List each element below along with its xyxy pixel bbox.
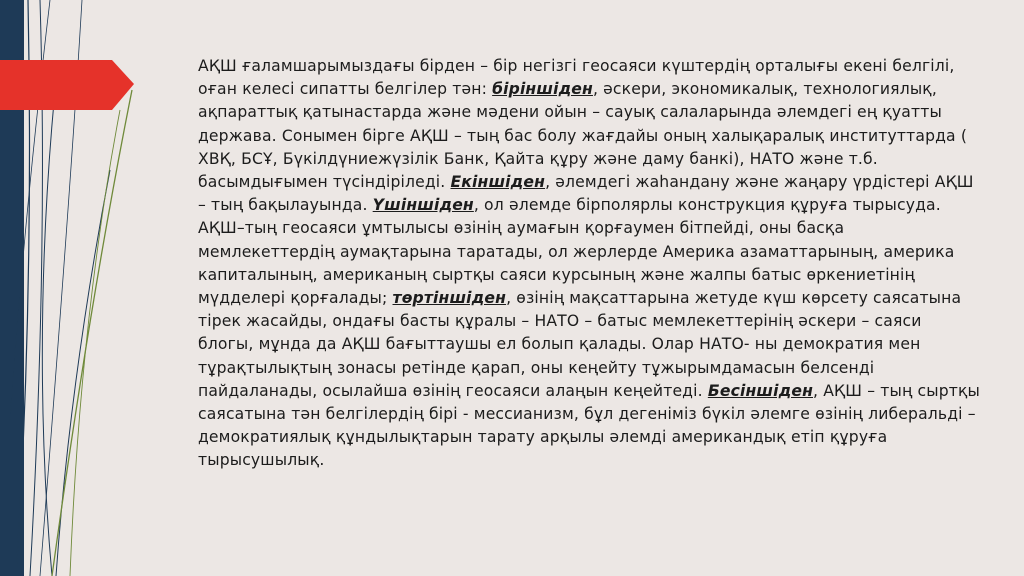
green-deco-line [70,110,120,576]
text-segment: , өзінің мақсаттарына жетуде күш көрсету саясатына тірек жасайды, ондағы басты құралы – НАТО – батыс мемлекеттерінің әскери – саяси блогы, мұнда да АҚШ бағыттаушы ел болып қалады. Олар НАТО- ны демократия мен тұрақтылықтың зонасы ретінде қарап, оны кеңейту тұжырымдамасын белсенді пайдаланады, осылайша өзінің геосаяси алаңын кеңейтеді. [198,289,962,400]
text-segment: АҚШ ғаламшарымыздағы бірден – бір негізгі геосаяси күштердің орталығы екені белгілі, оған келесі сипатты белгілер тән: [198,57,955,99]
red-arrow-shape [0,60,134,110]
text-segment: , әлемдегі жаһандану және жаңару үрдістері АҚШ – тың бақылауында. [198,173,974,215]
text-segment: , АҚШ – тың сыртқы саясатына тән белгілердің бірі - мессианизм, бұл дегеніміз бүкіл әлемге өзінің либеральді – демократиялық құндылықтарын тарату арқылы әлемді американдық етіп құруға тырысушылық. [198,381,981,470]
decorative-side-graphic [0,0,140,576]
text-segment: , ол әлемде бірполярлы конструкция құруға тырысуда. АҚШ–тың геосаяси ұмтылысы өзінің аумағын қорғаумен бітпейді, оны басқа мемлекеттердің аумақтарына таратады, ол жерлерде Америка азаматтарының, америка капиталының, американың сыртқы саяси курсының және жалпы батыс өркениетінің мүдделері қорғалады; [198,196,955,308]
keyword-first: біріншіден [492,80,593,99]
deco-line [42,60,58,576]
keyword-second: Екіншіден [450,173,546,192]
text-segment: , әскери, экономикалық, технологиялық, ақпараттық қатынастарда және мәдени ойын – сауық салаларында әлемдегі ең қуатты держава. Сонымен бірге АҚШ – тың бас болу жағдайы оның халықаралық институттарда ( ХВҚ, БСҰ, Бүкілдүниежүзілік Банк, Қайта құру және даму банкі), НАТО және т.б. басымдығымен түсіндіріледі. [198,80,968,192]
keyword-fourth: төртіншіден [392,289,507,308]
keyword-fifth: Бесіншіден [707,381,814,400]
green-deco-line [52,90,132,576]
keyword-third: Үшіншіден [372,196,474,215]
body-text [198,55,980,473]
